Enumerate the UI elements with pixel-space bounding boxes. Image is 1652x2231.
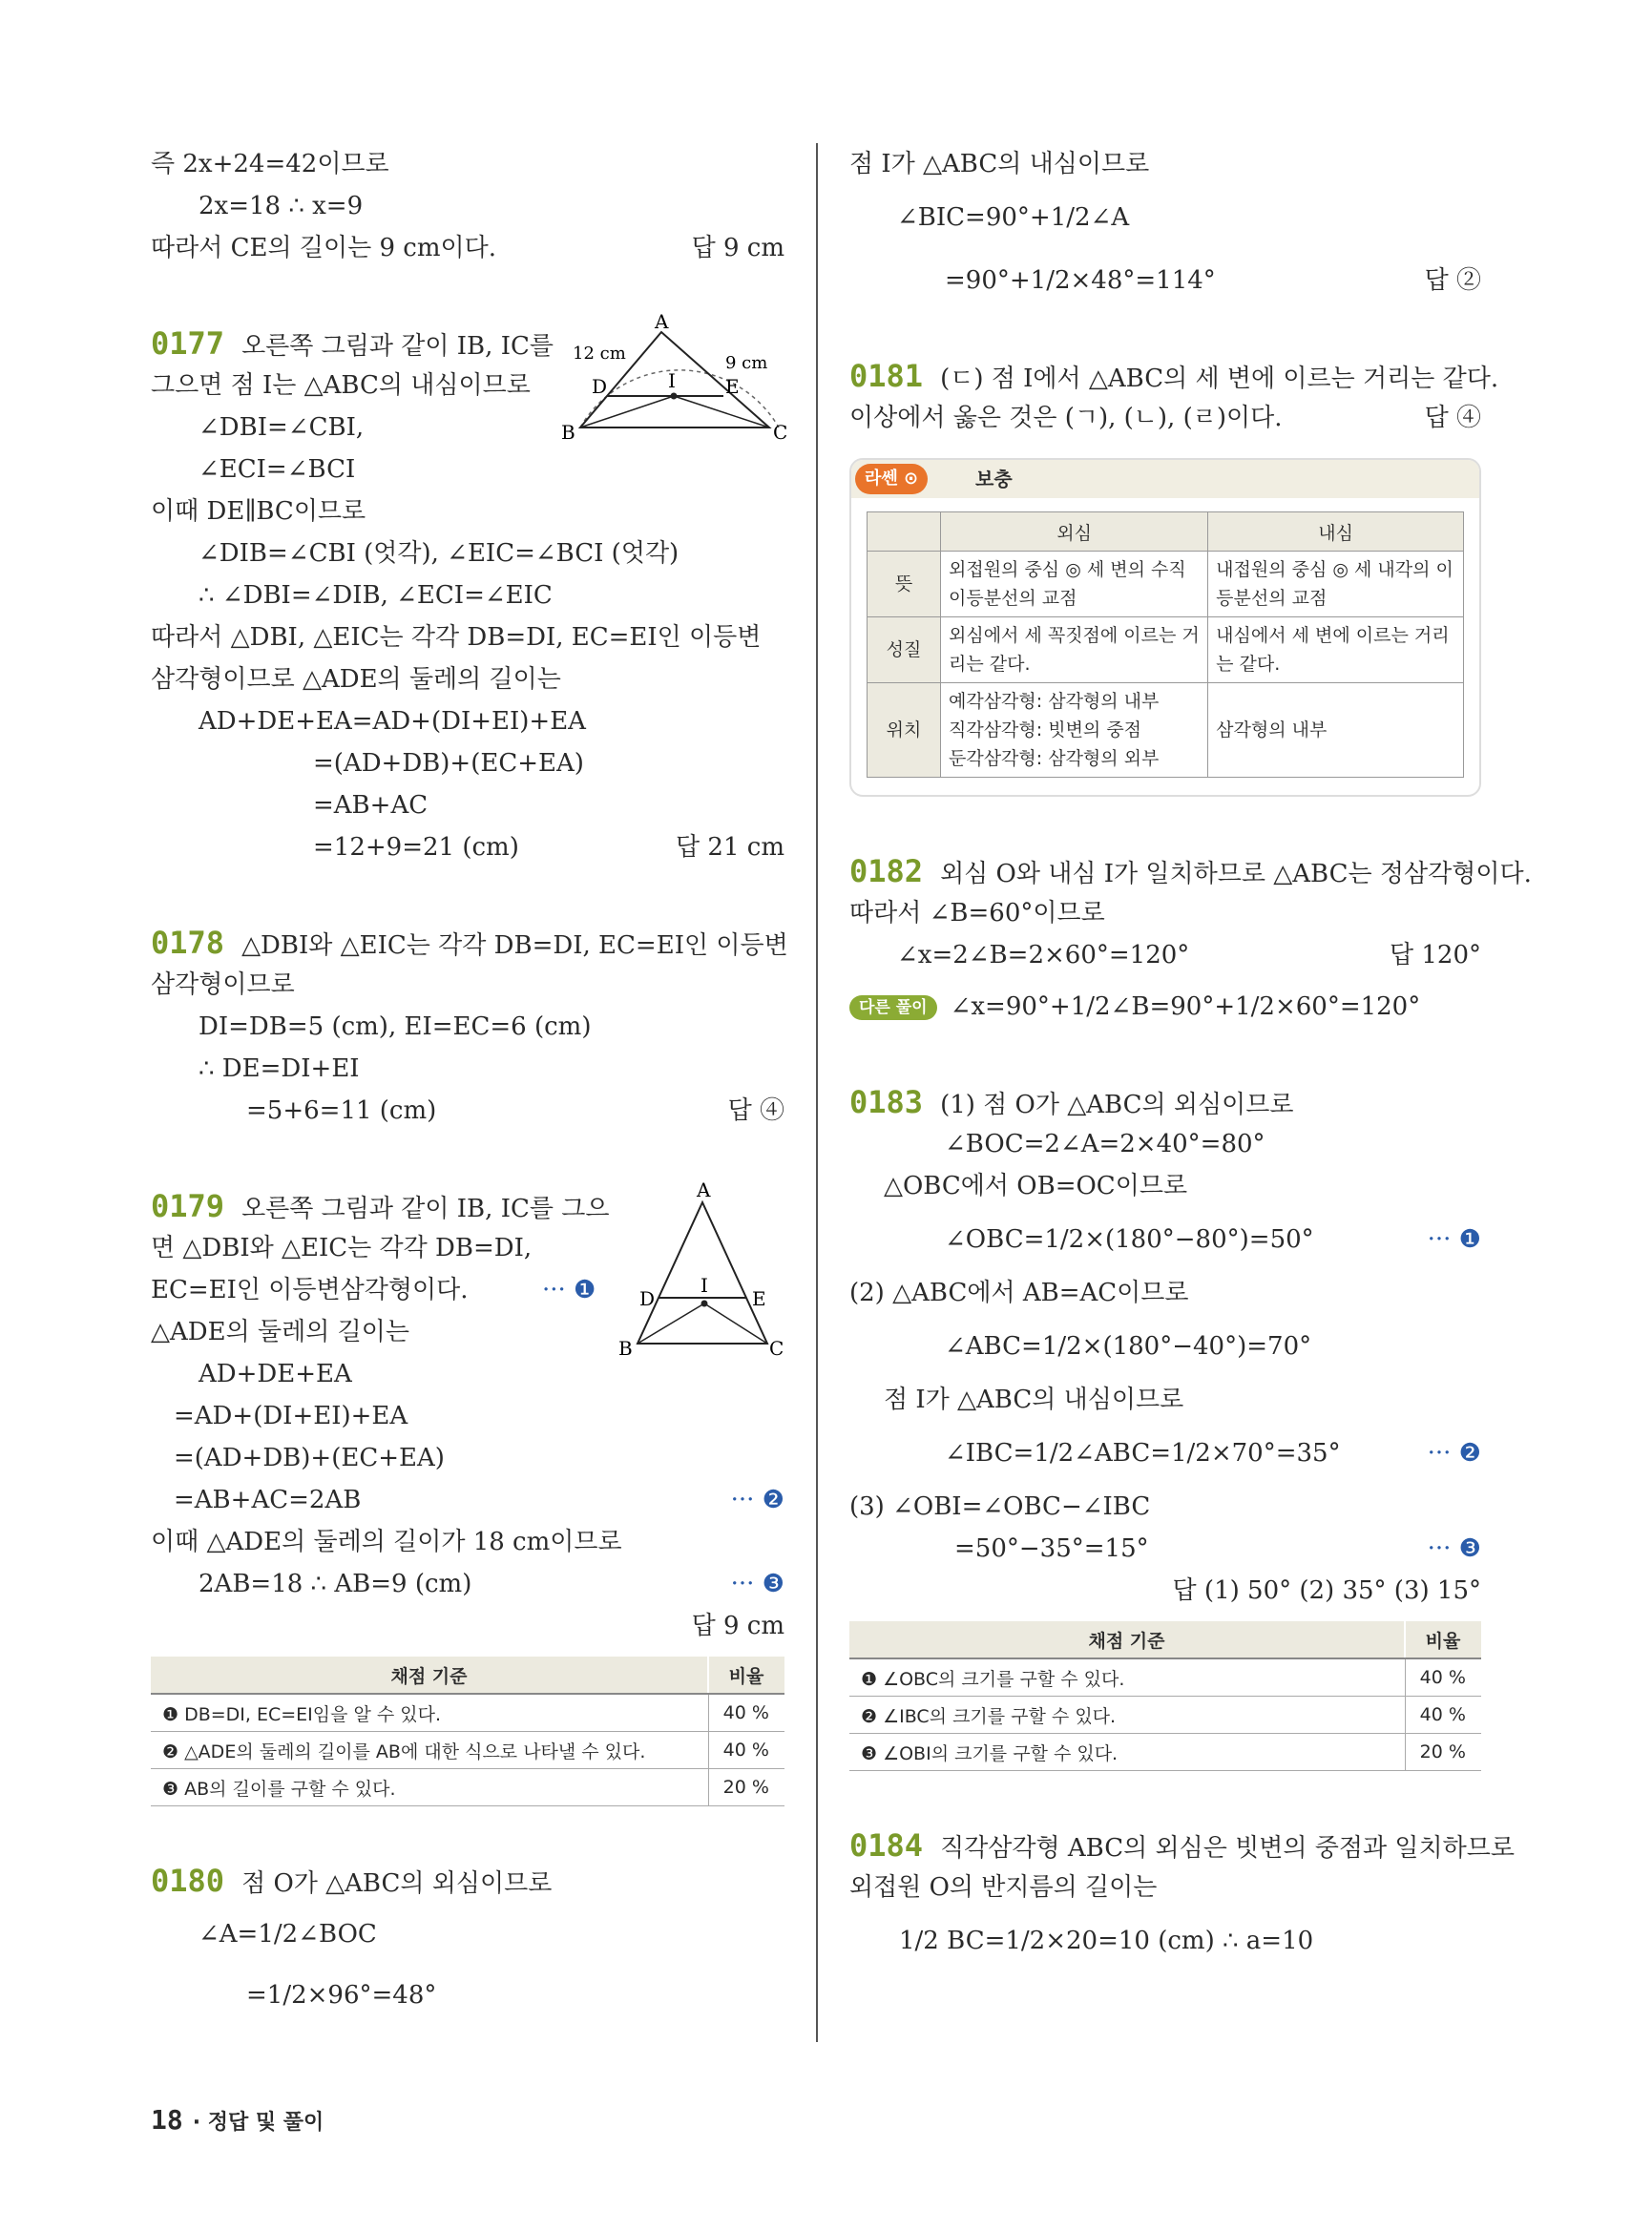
text-line: 이때 △ADE의 둘레의 길이가 18 cm이므로 <box>151 1528 622 1556</box>
text-span: EC=EI인 이등변삼각형이다. <box>151 1276 469 1304</box>
text-line <box>151 1605 784 1647</box>
grade-cell: ❷ ∠IBC의 크기를 구할 수 있다. <box>849 1697 1405 1734</box>
table-cell: 외심에서 세 꼭짓점에 이르는 거리는 같다. <box>941 617 1208 683</box>
text-line: 면 △DBI와 △EIC는 각각 DB=DI, <box>151 1234 533 1262</box>
label-a: A <box>655 313 669 333</box>
text-line <box>151 1479 784 1521</box>
text-line <box>849 1081 1481 1123</box>
table-header: 내심 <box>1208 512 1464 552</box>
step-marker: ··· ❸ <box>1427 1534 1481 1563</box>
answer: 답 21 cm <box>676 833 784 862</box>
answer: 답 ④ <box>727 1096 784 1125</box>
label-c: C <box>773 421 788 444</box>
page-footer <box>151 2104 324 2136</box>
text-span: ∠IBC=1/2∠ABC=1/2×70°=35° <box>945 1439 1341 1468</box>
text-span: 이상에서 옳은 것은 (ㄱ), (ㄴ), (ㄹ)이다. <box>849 404 1283 432</box>
label-i: I <box>701 1274 708 1297</box>
footer-label: · 정답 및 풀이 <box>192 2111 324 2135</box>
label-d: D <box>592 375 608 398</box>
text-line <box>849 1219 1481 1261</box>
text-line <box>849 397 1481 439</box>
label-a: A <box>697 1181 711 1201</box>
text-line: ∠ECI=∠BCI <box>199 455 356 484</box>
text-line <box>849 1824 1515 1866</box>
text-span: ∠x=2∠B=2×60°=120° <box>897 941 1190 970</box>
label-d: D <box>639 1287 656 1310</box>
left-column <box>151 143 788 2016</box>
table-cell: 내심에서 세 변에 이르는 거리는 같다. <box>1208 617 1464 683</box>
text-line: ∠DBI=∠CBI, <box>199 413 365 442</box>
text-span: 2AB=18 ∴ AB=9 (cm) <box>199 1570 472 1598</box>
answer: 답 9 cm <box>691 1612 784 1640</box>
triangle-figure-0179 <box>617 1181 788 1363</box>
text-span: 외심 O와 내심 I가 일치하므로 △ABC는 정삼각형이다. <box>940 860 1532 888</box>
text-span: (ㄷ) 점 I에서 △ABC의 세 변에 이르는 거리는 같다. <box>940 365 1499 393</box>
text-line: △ADE의 둘레의 길이는 <box>151 1318 409 1346</box>
text-line <box>151 1563 784 1605</box>
grade-cell: ❸ AB의 길이를 구할 수 있다. <box>151 1769 708 1806</box>
table-row <box>868 617 1464 683</box>
text-line <box>849 986 1481 1028</box>
text-line: AD+DE+EA <box>199 1360 352 1388</box>
label-e: E <box>725 375 740 398</box>
table-row <box>849 1734 1481 1771</box>
text-span: =50°−35°=15° <box>954 1534 1149 1563</box>
other-solution-badge: 다른 풀이 <box>849 995 937 1020</box>
text-line: =AD+(DI+EI)+EA <box>174 1402 408 1430</box>
row-header: 위치 <box>868 683 941 778</box>
problem-0178 <box>151 922 788 1132</box>
ratio-header: 비율 <box>708 1657 784 1694</box>
answer: 답 ② <box>1424 266 1481 295</box>
problem-0183 <box>849 1081 1481 1771</box>
text-line: (2) △ABC에서 AB=AC이므로 <box>849 1279 1189 1307</box>
text-line: 외접원 O의 반지름의 길이는 <box>849 1873 1158 1902</box>
text-line: ∠ABC=1/2×(180°−40°)=70° <box>945 1332 1312 1361</box>
answer: 답 ④ <box>1424 404 1481 432</box>
step-marker: ··· ❷ <box>730 1486 784 1514</box>
text-line <box>151 1860 784 1902</box>
text-span: ∠x=90°+1/2∠B=90°+1/2×60°=120° <box>950 992 1421 1021</box>
problem-number: 0181 <box>849 358 924 394</box>
text-line: ∠BOC=2∠A=2×40°=80° <box>945 1130 1265 1158</box>
text-line: 따라서 ∠B=60°이므로 <box>849 899 1105 928</box>
length-label-right: 9 cm <box>725 353 768 373</box>
step-marker: ··· ❷ <box>1427 1439 1481 1468</box>
text-span: =AB+AC=2AB <box>174 1486 362 1514</box>
ratio-header: 비율 <box>1405 1621 1481 1658</box>
supplement-badge: 라쎈 ⊙ <box>855 464 928 494</box>
text-line <box>849 934 1481 976</box>
table-header <box>868 512 941 552</box>
problem-number: 0179 <box>151 1188 225 1224</box>
text-line: =(AD+DB)+(EC+EA) <box>174 1444 445 1472</box>
text-line: △OBC에서 OB=OC이므로 <box>884 1172 1188 1200</box>
problem-number: 0184 <box>849 1827 924 1864</box>
text-line <box>151 922 788 964</box>
answer: 답 120° <box>1389 941 1481 970</box>
grade-header: 채점 기준 <box>849 1621 1405 1658</box>
problem-number: 0180 <box>151 1863 225 1899</box>
ratio-cell: 40 % <box>708 1694 784 1732</box>
text-line <box>849 1432 1481 1474</box>
text-line <box>151 826 784 868</box>
table-row <box>151 1694 784 1732</box>
supplement-box <box>849 458 1481 797</box>
text-line <box>849 260 1481 302</box>
label-e: E <box>752 1287 766 1310</box>
text-span: △DBI와 △EIC는 각각 DB=DI, EC=EI인 이등변 <box>241 931 788 960</box>
table-header: 외심 <box>941 512 1208 552</box>
text-line <box>151 227 784 269</box>
ratio-cell: 40 % <box>1405 1658 1481 1697</box>
problem-number: 0178 <box>151 925 225 961</box>
text-line: 점 I가 △ABC의 내심이므로 <box>849 150 1150 178</box>
problem-0180 <box>151 1860 784 2016</box>
text-span: 따라서 CE의 길이는 9 cm이다. <box>151 234 496 262</box>
grade-cell: ❷ △ADE의 둘레의 길이를 AB에 대한 식으로 나타낼 수 있다. <box>151 1732 708 1769</box>
length-label-left: 12 cm <box>573 344 626 364</box>
text-line: 삼각형이므로 △ADE의 둘레의 길이는 <box>151 665 561 694</box>
ratio-cell: 40 % <box>1405 1697 1481 1734</box>
label-c: C <box>769 1337 784 1360</box>
problem-number: 0182 <box>849 853 924 889</box>
text-span: 오른쪽 그림과 같이 IB, IC를 그으 <box>241 1195 610 1223</box>
cell-line: 예각삼각형: 삼각형의 내부 <box>949 691 1160 712</box>
text-line: =AB+AC <box>313 791 429 820</box>
supplement-title: 보충 <box>975 468 1013 490</box>
text-line: =1/2×96°=48° <box>246 1981 437 2010</box>
text-span: 점 O가 △ABC의 외심이므로 <box>241 1869 553 1898</box>
text-line: ∠BIC=90°+1/2∠A <box>897 203 1130 232</box>
table-row <box>151 1732 784 1769</box>
table-cell: 외접원의 중심 ◎ 세 변의 수직이등분선의 교점 <box>941 552 1208 617</box>
row-header: 뜻 <box>868 552 941 617</box>
text-span: =5+6=11 (cm) <box>246 1096 437 1125</box>
ratio-cell: 20 % <box>708 1769 784 1806</box>
label-i: I <box>668 369 676 392</box>
text-line: 1/2 BC=1/2×20=10 (cm) ∴ a=10 <box>899 1927 1314 1955</box>
problem-number: 0177 <box>151 325 225 362</box>
text-line: DI=DB=5 (cm), EI=EC=6 (cm) <box>199 1012 592 1041</box>
row-header: 성질 <box>868 617 941 683</box>
text-line: 삼각형이므로 <box>151 970 295 999</box>
comparison-table <box>867 511 1464 778</box>
text-line: 점 I가 △ABC의 내심이므로 <box>884 1386 1184 1414</box>
step-marker: ··· ❶ <box>542 1276 596 1304</box>
text-line: =(AD+DB)+(EC+EA) <box>313 749 584 778</box>
text-line: AD+DE+EA=AD+(DI+EI)+EA <box>199 707 586 736</box>
text-line <box>849 1528 1481 1570</box>
grade-cell: ❸ ∠OBI의 크기를 구할 수 있다. <box>849 1734 1405 1771</box>
text-span: (1) 점 O가 △ABC의 외심이므로 <box>940 1091 1294 1119</box>
problem-0184 <box>849 1824 1515 1962</box>
text-line <box>849 355 1499 397</box>
problem-number: 0183 <box>849 1084 924 1120</box>
cell-line: 둔각삼각형: 삼각형의 외부 <box>949 748 1160 769</box>
text-line <box>151 1090 784 1132</box>
answer: 답 (1) 50° (2) 35° (3) 15° <box>1172 1576 1481 1605</box>
table-cell: 삼각형의 내부 <box>1208 683 1464 778</box>
grading-table-0183 <box>849 1621 1481 1771</box>
text-span: ∠OBC=1/2×(180°−80°)=50° <box>945 1225 1314 1254</box>
text-line <box>849 1570 1481 1612</box>
text-span: 직각삼각형 ABC의 외심은 빗변의 중점과 일치하므로 <box>940 1834 1515 1863</box>
grade-cell: ❶ DB=DI, EC=EI임을 알 수 있다. <box>151 1694 708 1732</box>
table-row <box>151 1769 784 1806</box>
right-column <box>849 143 1532 1962</box>
text-line: 2x=18 ∴ x=9 <box>199 192 364 220</box>
table-row <box>868 683 1464 778</box>
text-line: 그으면 점 I는 △ABC의 내심이므로 <box>151 371 531 400</box>
problem-0181 <box>849 355 1499 439</box>
text-span: 오른쪽 그림과 같이 IB, IC를 <box>241 332 554 361</box>
text-line: ∴ ∠DBI=∠DIB, ∠ECI=∠EIC <box>199 581 553 610</box>
label-b: B <box>618 1337 633 1360</box>
text-line: ∠DIB=∠CBI (엇각), ∠EIC=∠BCI (엇각) <box>199 539 680 568</box>
grade-cell: ❶ ∠OBC의 크기를 구할 수 있다. <box>849 1658 1405 1697</box>
problem-0177 <box>151 313 788 868</box>
text-line: (3) ∠OBI=∠OBC−∠IBC <box>849 1492 1151 1521</box>
triangle-figure-0177 <box>561 313 790 447</box>
text-line: ∴ DE=DI+EI <box>199 1054 360 1083</box>
step-marker: ··· ❶ <box>1427 1225 1481 1254</box>
text-line: 이때 DE∥BC이므로 <box>151 497 366 526</box>
grading-table-0179 <box>151 1657 784 1806</box>
grade-header: 채점 기준 <box>151 1657 708 1694</box>
table-row <box>849 1658 1481 1697</box>
ratio-cell: 20 % <box>1405 1734 1481 1771</box>
table-row <box>868 552 1464 617</box>
text-span: =90°+1/2×48°=114° <box>945 266 1216 295</box>
text-line: ∠A=1/2∠BOC <box>199 1920 377 1949</box>
cell-line: 직각삼각형: 빗변의 중점 <box>949 719 1142 740</box>
text-line: 따라서 △DBI, △EIC는 각각 DB=DI, EC=EI인 이등변 <box>151 623 762 652</box>
text-line <box>849 850 1532 892</box>
problem-0182 <box>849 850 1532 1028</box>
table-row <box>849 1697 1481 1734</box>
label-b: B <box>561 421 575 444</box>
ratio-cell: 40 % <box>708 1732 784 1769</box>
supplement-header <box>851 460 1479 498</box>
problem-0179 <box>151 1181 784 1806</box>
text-span: =12+9=21 (cm) <box>313 833 519 862</box>
text-line: 즉 2x+24=42이므로 <box>151 150 389 178</box>
table-cell <box>941 683 1208 778</box>
answer: 답 9 cm <box>691 234 784 262</box>
page-number: 18 <box>151 2104 183 2136</box>
step-marker: ··· ❸ <box>730 1570 784 1598</box>
column-divider <box>816 143 818 2042</box>
table-cell: 내접원의 중심 ◎ 세 내각의 이등분선의 교점 <box>1208 552 1464 617</box>
